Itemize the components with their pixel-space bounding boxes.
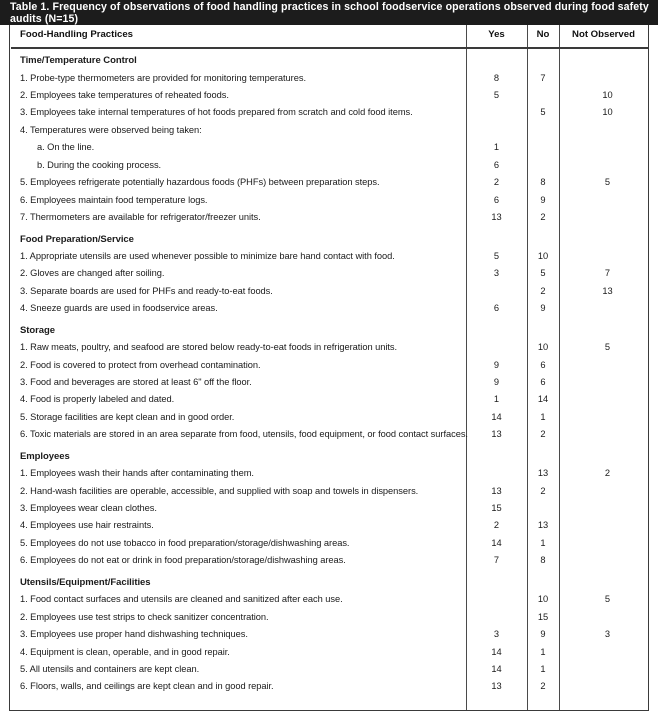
table-row: [10, 501, 648, 518]
table-row: [10, 627, 648, 644]
table-row: [10, 249, 648, 266]
cell-not-observed: 10: [602, 107, 613, 118]
section-header-label: Utensils/Equipment/Facilities: [20, 577, 151, 589]
practice-label: 3. Employees use proper hand dishwashing techniques.: [20, 629, 248, 640]
table-row: [10, 210, 648, 227]
cell-yes: 13: [491, 485, 502, 496]
table-row: [10, 553, 648, 570]
cell-no: 9: [540, 303, 546, 314]
cell-no: 2: [540, 429, 546, 440]
cell-not-observed: 5: [604, 342, 611, 353]
practice-label: 5. Employees do not use tobacco in food preparation/storage/dishwashing areas.: [20, 537, 350, 548]
table-row: [10, 266, 648, 283]
cell-yes: 14: [491, 646, 502, 657]
practice-label: 2. Employees take temperatures of reheated foods.: [20, 89, 229, 100]
table-row: [10, 357, 648, 374]
table-row: [10, 410, 648, 427]
practice-label: 2. Food is covered to protect from overhead contamination.: [20, 359, 261, 370]
cell-no: 1: [540, 663, 546, 674]
cell-yes: 9: [493, 376, 500, 387]
section-header-row: [10, 323, 648, 340]
practice-label: 5. Employees refrigerate potentially hazardous foods (PHFs) between preparation steps.: [20, 177, 380, 188]
table-row: [10, 70, 648, 87]
cell-no: 2: [540, 681, 546, 692]
cell-no: 5: [540, 107, 546, 118]
practice-label: 5. Storage facilities are kept clean and in good order.: [20, 411, 235, 422]
practice-label: 4. Temperatures were observed being taken:: [20, 124, 202, 135]
practice-label: b. During the cooking process.: [37, 159, 162, 170]
cell-no: 2: [540, 485, 546, 496]
practice-label: 6. Employees do not eat or drink in food preparation/storage/dishwashing areas.: [20, 555, 346, 566]
practice-label: 2. Hand-wash facilities are operable, accessible, and supplied with soap and towels in dispensers.: [20, 485, 419, 496]
cell-yes: 5: [493, 250, 500, 261]
cell-no: 1: [540, 537, 546, 548]
cell-no: 9: [540, 629, 546, 640]
cell-yes: 7: [493, 555, 500, 566]
practice-label: 1. Food contact surfaces and utensils are cleaned and sanitized after each use.: [20, 594, 343, 605]
cell-yes: 14: [491, 537, 502, 548]
table-title: [0, 0, 658, 25]
cell-no: 7: [540, 72, 546, 83]
practice-label: 6. Employees maintain food temperature logs.: [20, 194, 208, 205]
section-header-label: Time/Temperature Control: [20, 55, 137, 67]
practice-label: 5. All utensils and containers are kept clean.: [20, 663, 200, 674]
cell-yes: 6: [493, 194, 500, 205]
column-header-no: No: [536, 29, 550, 40]
table-row: [10, 610, 648, 627]
cell-yes: 8: [493, 72, 500, 83]
table-row: [10, 340, 648, 357]
table-row: [10, 175, 648, 192]
cell-yes: 3: [493, 629, 500, 640]
table-row: [10, 427, 648, 444]
cell-no: 10: [537, 342, 549, 353]
cell-not-observed: 5: [604, 177, 611, 188]
cell-yes: 14: [491, 663, 502, 674]
cell-no: 1: [540, 411, 546, 422]
cell-yes: 3: [493, 268, 500, 279]
cell-no: 9: [540, 194, 546, 205]
table-row: [10, 518, 648, 535]
practice-label: 1. Appropriate utensils are used whenever possible to minimize bare hand contact with food.: [20, 250, 395, 261]
cell-yes: 15: [491, 503, 502, 514]
table-row: [10, 662, 648, 679]
practice-label: 6. Toxic materials are stored in an area separate from food, utensils, food equipment, or food contact surfaces.: [20, 429, 468, 440]
section-header-label: Employees: [20, 451, 70, 463]
table-row: [10, 392, 648, 409]
table-row: [10, 644, 648, 661]
cell-no: 10: [537, 250, 549, 261]
practice-label: 4. Sneeze guards are used in foodservice areas.: [20, 303, 218, 314]
practice-label: 6. Floors, walls, and ceilings are kept clean and in good repair.: [20, 681, 274, 692]
cell-no: 8: [540, 555, 546, 566]
practice-label: 3. Food and beverages are stored at least 6" off the floor.: [20, 376, 252, 387]
section-header-row: [10, 231, 648, 248]
practice-label: 1. Raw meats, poultry, and seafood are stored below ready-to-eat foods in refrigeration units.: [20, 342, 398, 353]
section-header-row: [10, 449, 648, 466]
cell-no: 6: [540, 376, 546, 387]
cell-no: 2: [540, 285, 546, 296]
cell-no: 6: [540, 359, 546, 370]
cell-no: 13: [537, 468, 549, 479]
practice-label: 1. Employees wash their hands after contaminating them.: [20, 468, 254, 479]
table-row: [10, 592, 648, 609]
cell-yes: 2: [493, 520, 500, 531]
table-frame: [9, 25, 649, 711]
section-header-label: Storage: [20, 324, 56, 336]
table-row: [10, 301, 648, 318]
practice-label: 3. Separate boards are used for PHFs and ready-to-eat foods.: [20, 285, 273, 296]
practice-label: 4. Equipment is clean, operable, and in good repair.: [20, 646, 230, 657]
practice-label: 4. Employees use hair restraints.: [20, 520, 154, 531]
table-row: [10, 484, 648, 501]
cell-no: 15: [537, 611, 549, 622]
practice-label: 7. Thermometers are available for refrigerator/freezer units.: [20, 212, 261, 223]
table-row: [10, 88, 648, 105]
cell-yes: 13: [491, 429, 502, 440]
cell-yes: 13: [491, 681, 502, 692]
section-header-label: Food Preparation/Service: [20, 233, 134, 245]
table-row: [10, 466, 648, 483]
practice-label: 2. Gloves are changed after soiling.: [20, 268, 165, 279]
cell-not-observed: 5: [604, 594, 611, 605]
cell-not-observed: 2: [604, 468, 611, 479]
cell-no: 5: [540, 268, 546, 279]
cell-not-observed: 7: [604, 268, 611, 279]
cell-no: 1: [540, 646, 546, 657]
table-row: [10, 123, 648, 140]
cell-no: 14: [537, 394, 549, 405]
cell-yes: 14: [491, 411, 502, 422]
cell-no: 10: [537, 594, 549, 605]
table-row: [10, 140, 648, 157]
cell-yes: 9: [493, 359, 500, 370]
column-header-yes: Yes: [488, 29, 505, 40]
cell-no: 8: [540, 177, 546, 188]
cell-not-observed: 13: [602, 285, 613, 296]
table-row: [10, 158, 648, 175]
cell-yes: 2: [493, 177, 500, 188]
practice-label: 3. Employees take internal temperatures of hot foods prepared from scratch and cold food items.: [20, 107, 413, 118]
cell-no: 2: [540, 212, 546, 223]
section-header-row: [10, 53, 648, 70]
cell-not-observed: 10: [602, 89, 613, 100]
practice-label: 4. Food is properly labeled and dated.: [20, 394, 175, 405]
table-row: [10, 679, 648, 696]
cell-not-observed: 3: [604, 629, 611, 640]
table-row: [10, 284, 648, 301]
cell-yes: 6: [493, 303, 500, 314]
table-row: [10, 536, 648, 553]
table-row: [10, 375, 648, 392]
practice-label: 3. Employees wear clean clothes.: [20, 503, 157, 514]
column-header-practices: Food-Handling Practices: [20, 29, 134, 40]
column-header-not-observed: Not Observed: [572, 29, 635, 40]
table-title-text: Table 1. Frequency of observations of food handling practices in school foodservice operations observed during food safety audits (N=15): [10, 0, 649, 25]
table-row: [10, 193, 648, 210]
table-row: [10, 105, 648, 122]
table-header-row: [10, 25, 648, 47]
cell-no: 13: [537, 520, 549, 531]
cell-yes: 13: [491, 212, 502, 223]
practice-label: 1. Probe-type thermometers are provided for monitoring temperatures.: [20, 72, 306, 83]
cell-yes: 1: [493, 142, 500, 153]
section-header-row: [10, 575, 648, 592]
cell-yes: 5: [493, 89, 500, 100]
cell-yes: 6: [493, 159, 500, 170]
practice-label: 2. Employees use test strips to check sanitizer concentration.: [20, 611, 269, 622]
table-body: [10, 49, 648, 697]
cell-yes: 1: [493, 394, 500, 405]
practice-label: a. On the line.: [37, 142, 95, 153]
